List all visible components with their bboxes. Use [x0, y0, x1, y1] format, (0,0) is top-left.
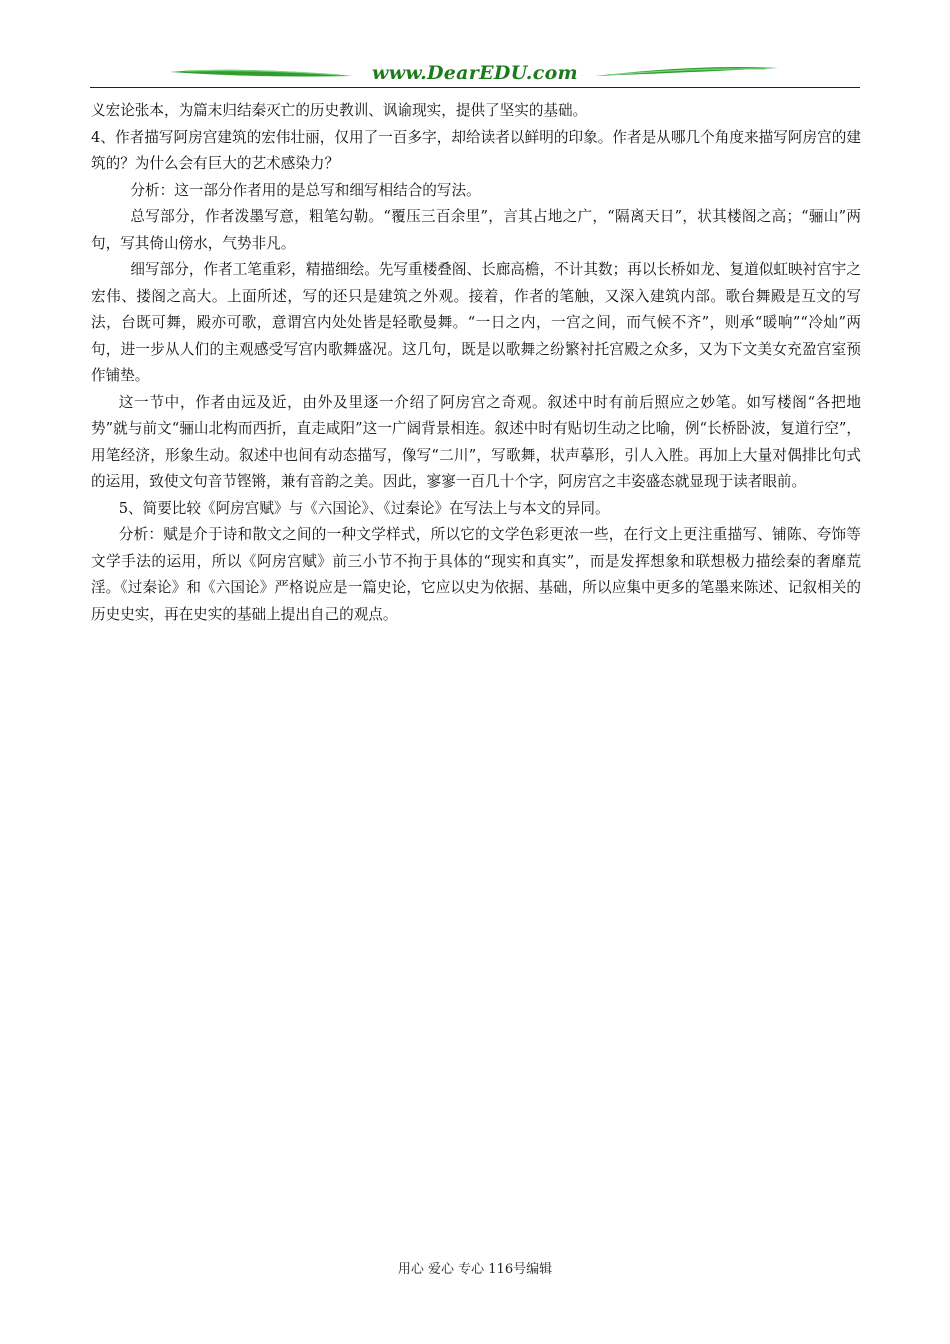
analysis-5: 分析：赋是介于诗和散文之间的一种文学样式，所以它的文学色彩更浓一些，在行文上更注重描写、铺陈、夸饰等文学手法的运用，所以《阿房宫赋》前三小节不拘于具体的“现实和真实”，而是发挥想象和联想极力描绘秦的奢靡荒淫。《过秦论》和《六国论》严格说应是一篇史论，它应以史为依据、基础，所以应集中更多的笔墨来陈述、记叙相关的历史史实，再在史实的基础上提出自己的观点。 — [91, 526, 861, 623]
analysis-4-summary: 这一节中，作者由远及近，由外及里逐一介绍了阿房宫之奇观。叙述中时有前后照应之妙笔。如写楼阁“各把地势”就与前文“骊山北构而西折，直走咸阳”这一广阔背景相连。叙述中时有贴切生动之比喻，例“长桥卧波，复道行空”，用笔经济，形象生动。叙述中也间有动态描写，像写“二川”，写歌舞，状声摹形，引人入胜。再加上大量对偶排比句式的运用，致使文句音节铿锵，兼有音韵之美。因此，寥寥一百几十个字，阿房宫之丰姿盛态就显现于读者眼前。 — [91, 393, 861, 490]
question-5: 5、简要比较《阿房宫赋》与《六国论》、《过秦论》在写法上与本文的异同。 — [118, 499, 610, 517]
brand-logo-text[interactable]: www.DearEDU.com — [372, 62, 578, 84]
analysis-4-overall: 总写部分，作者泼墨写意，粗笔勾勒。“覆压三百余里”，言其占地之广，“隔离天日”，状其楼阁之高；“骊山”两句，写其倚山傍水，气势非凡。 — [91, 208, 861, 252]
page-header — [90, 58, 860, 90]
header-divider — [90, 87, 860, 88]
page-footer: 用心 爱心 专心 116号编辑 — [397, 1262, 553, 1277]
paragraph-continuation: 义宏论张本，为篇末归结秦灭亡的历史教训、讽谕现实，提供了坚实的基础。 — [91, 102, 588, 119]
analysis-4-intro: 分析：这一部分作者用的是总写和细写相结合的写法。 — [130, 181, 481, 199]
document-body — [91, 98, 861, 628]
question-4: 4、作者描写阿房宫建筑的宏伟壮丽，仅用了一百多字，却给读者以鲜明的印象。作者是从哪几个角度来描写阿房宫的建筑的？为什么会有巨大的艺术感染力？ — [91, 128, 861, 172]
analysis-4-detail: 细写部分，作者工笔重彩，精描细绘。先写重楼叠阁、长廊高檐，不计其数；再以长桥如龙、复道似虹映衬宫宇之宏伟、搂阁之高大。上面所述，写的还只是建筑之外观。接着，作者的笔触，又深入建筑内部。歌台舞殿是互文的写法，台既可舞，殿亦可歌，意谓宫内处处皆是轻歌曼舞。“一日之内，一宫之间，而气候不齐”，则承“暖响”“冷灿”两句，进一步从人们的主观感受写宫内歌舞盛况。这几句，既是以歌舞之纷繁衬托宫殿之众多，又为下文美女充盈宫室预作铺垫。 — [91, 261, 861, 384]
